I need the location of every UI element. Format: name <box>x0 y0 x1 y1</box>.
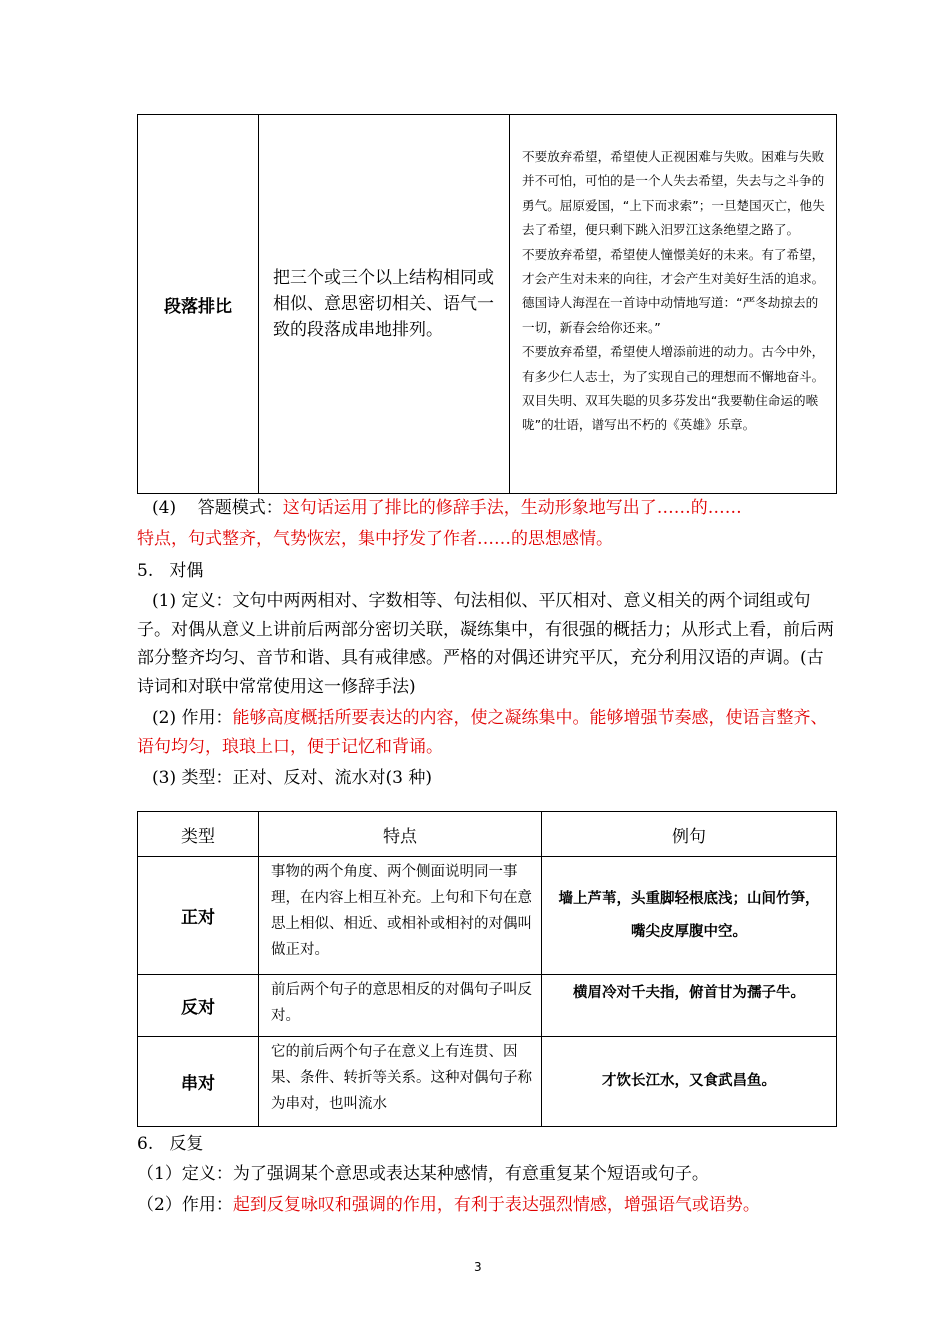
parallelism-table <box>137 114 837 494</box>
page-number: 3 <box>474 1260 482 1274</box>
section-heading: 5. 对偶 <box>137 561 204 581</box>
function-label: (2) 作用： <box>152 708 233 728</box>
column-header: 特点 <box>259 812 542 857</box>
answer-mode-line1 <box>152 496 742 520</box>
function-text: 起到反复咏叹和强调的作用，有利于表达强烈情感，增强语气或语势。 <box>232 1195 760 1215</box>
type-cell: 正对 <box>138 857 259 975</box>
feature-cell <box>259 1037 542 1127</box>
table-header-row <box>138 812 837 857</box>
table-row <box>138 975 837 1037</box>
type-cell: 反对 <box>138 975 259 1037</box>
term-cell: 段落排比 <box>138 115 259 494</box>
table-row <box>138 115 837 494</box>
answer-mode-label: (4) 答题模式： <box>152 498 283 518</box>
definition-paragraph <box>137 587 839 702</box>
feature-cell: 前后两个句子的意思相反的对偶句子叫反对。 <box>259 975 542 1037</box>
example-cell: 墙上芦苇，头重脚轻根底浅；山间竹笋，嘴尖皮厚腹中空。 <box>542 857 837 975</box>
function-label: （2）作用： <box>137 1195 233 1215</box>
antithesis-types-table <box>137 811 837 1127</box>
table-row <box>138 857 837 975</box>
definition-line: （1）定义：为了强调某个意思或表达某种感情，有意重复某个短语或句子。 <box>137 1164 709 1184</box>
column-header: 类型 <box>138 812 259 857</box>
feature-text: 它的前后两个句子在意义上有连贯、因果、条件、转折等关系。这种对偶句子称为串对，也叫流水 <box>271 1044 532 1112</box>
answer-mode-line2: 特点，句式整齐，气势恢宏，集中抒发了作者……的思想感情。 <box>137 529 613 549</box>
example-paragraph: 不要放弃希望，希望使人增添前进的动力。古今中外，有多少仁人志士，为了实现自己的理想而不懈地奋斗。双目失明、双耳失聪的贝多芬发出“我要勒住命运的喉咙”的壮语，谱写出不朽的《英雄》乐章。 <box>522 344 825 433</box>
feature-cell: 事物的两个角度、两个侧面说明同一事理，在内容上相互补充。上句和下句在意思上相似、相近、或相补或相衬的对偶叫做正对。 <box>259 857 542 975</box>
example-cell <box>510 115 837 494</box>
table-row <box>138 1037 837 1127</box>
definition-text: 文句中两两相对、字数相等、句法相似、平仄相对、意义相关的两个词组或句子。对偶从意义上讲前后两部分密切关联，凝练集中，有很强的概括力；从形式上看，前后两部分整齐均匀、音节和谐、具有戒律感。严格的对偶还讲究平仄，充分利用汉语的声调。(古诗词和对联中常常使用这一修辞手法) <box>137 591 834 698</box>
function-paragraph <box>137 704 839 761</box>
type-cell: 串对 <box>138 1037 259 1127</box>
example-paragraph: 不要放弃希望，希望使人憧憬美好的未来。有了希望，才会产生对未来的向往，才会产生对美好生活的追求。德国诗人海涅在一首诗中动情地写道：“严冬劫掠去的一切，新春会给你还来。” <box>522 246 825 335</box>
section-heading: 6. 反复 <box>137 1134 204 1154</box>
function-text: 能够高度概括所要表达的内容，使之凝练集中。能够增强节奏感，使语言整齐、语句均匀，琅琅上口，便于记忆和背诵。 <box>137 708 828 757</box>
answer-mode-text: 这句话运用了排比的修辞手法，生动形象地写出了……的…… <box>282 498 742 518</box>
column-header: 例句 <box>542 812 837 857</box>
definition-label: (1) 定义： <box>152 591 233 611</box>
example-cell: 横眉冷对千夫指，俯首甘为孺子牛。 <box>542 975 837 1037</box>
example-paragraph: 不要放弃希望，希望使人正视困难与失败。困难与失败并不可怕，可怕的是一个人失去希望，失去与之斗争的勇气。屈原爱国，“上下而求索”；一旦楚国灭亡，他失去了希望，便只剩下跳入汨罗江这条绝望之路了。 <box>522 149 825 238</box>
example-cell: 才饮长江水，又食武昌鱼。 <box>542 1037 837 1127</box>
types-line: (3) 类型：正对、反对、流水对(3 种) <box>152 768 432 788</box>
function-line <box>137 1193 760 1217</box>
definition-cell: 把三个或三个以上结构相同或相似、意思密切相关、语气一致的段落成串地排列。 <box>259 115 510 494</box>
